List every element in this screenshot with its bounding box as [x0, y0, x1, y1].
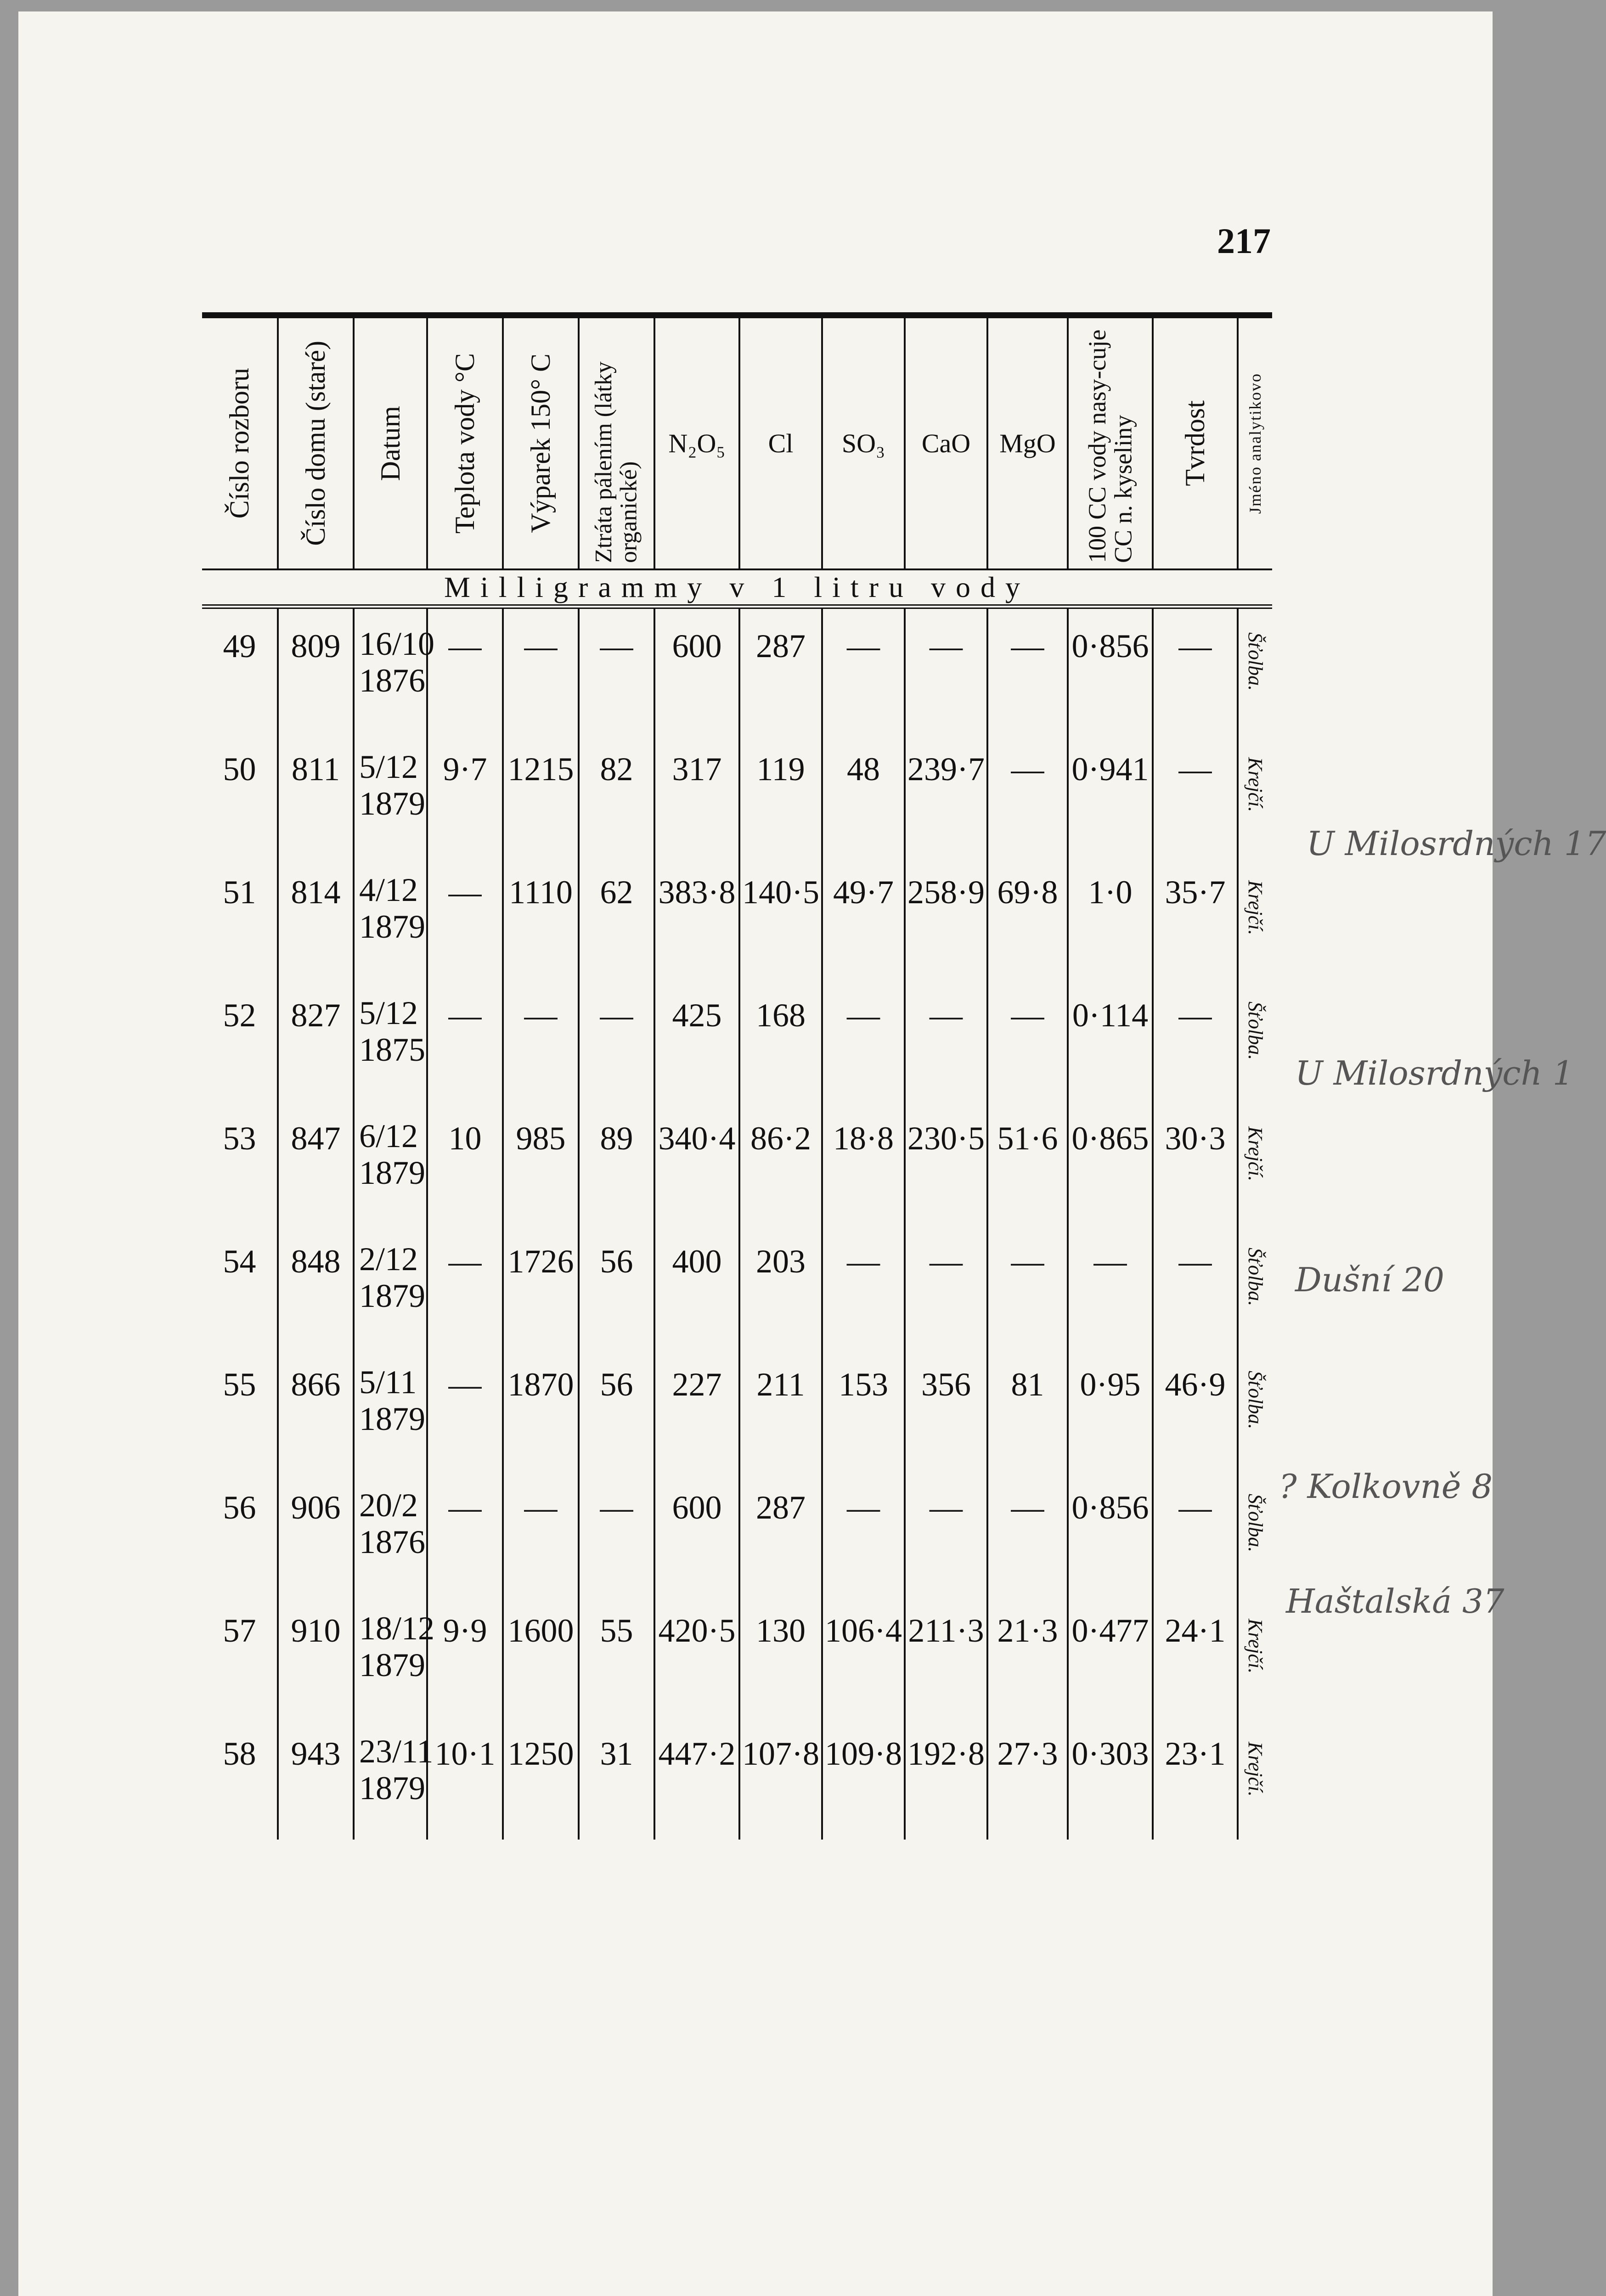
cell-analytik: [1238, 1593, 1272, 1716]
datum-fraction: 5/11: [359, 1364, 417, 1401]
margin-note: U Milosrdných 1: [1295, 1054, 1574, 1092]
cell-mgo: —: [987, 978, 1068, 1101]
datum-fraction: 4/12: [359, 872, 418, 908]
analyst-name: Krejčí.: [1244, 1126, 1267, 1182]
cell-mgo: 21·3: [987, 1593, 1068, 1716]
cell-ztrata: 62: [579, 855, 654, 978]
cell-teplota: 10·1: [427, 1716, 503, 1840]
analyst-name: Krejčí.: [1244, 1742, 1267, 1797]
col-teplota: Teplota vody °C: [427, 318, 503, 569]
datum-fraction: 5/12: [359, 748, 418, 785]
cell-row-number: 55: [223, 1366, 256, 1403]
cell-cl: 140·5: [739, 855, 822, 978]
cell-house-number: 827: [278, 978, 354, 1101]
cell-tvrdost: —: [1153, 1470, 1238, 1593]
datum-year: 1879: [359, 1770, 425, 1806]
page-number: 217: [1217, 221, 1271, 261]
cell-cl: 86·2: [739, 1101, 822, 1224]
cell-nasycuje: —: [1068, 1224, 1153, 1347]
cell-ztrata: 82: [579, 732, 654, 855]
cell-ztrata: —: [579, 1470, 654, 1593]
col-so3: SO₃: [822, 318, 905, 569]
cell-nasycuje: 0·941: [1068, 732, 1153, 855]
cell-house-number: 811: [278, 732, 354, 855]
cell-n2o5: 227: [654, 1347, 739, 1470]
cell-cao: —: [905, 1470, 987, 1593]
margin-note: ? Kolkovně 8: [1279, 1467, 1493, 1506]
col-vyparek: Výparek 150° C: [503, 318, 579, 569]
cell-ztrata: 55: [579, 1593, 654, 1716]
datum-fraction: 16/10: [359, 625, 435, 662]
cell-so3: 153: [822, 1347, 905, 1470]
cell-vyparek: 1870: [503, 1347, 579, 1470]
cell-vyparek: —: [503, 607, 579, 732]
cell-row-number: 54: [223, 1243, 256, 1280]
top-rule: [202, 312, 1272, 318]
table-row: [202, 978, 1272, 1101]
cell-row-number: 52: [223, 997, 256, 1034]
cell-cao: 239·7: [905, 732, 987, 855]
table-row: [202, 1101, 1272, 1224]
header-row: [202, 318, 1272, 569]
cell-vyparek: 1250: [503, 1716, 579, 1840]
table-row: [202, 732, 1272, 855]
cell-mgo: 69·8: [987, 855, 1068, 978]
cell-tvrdost: —: [1153, 732, 1238, 855]
cell-ztrata: 56: [579, 1224, 654, 1347]
cell-nasycuje: 0·865: [1068, 1101, 1153, 1224]
table-row: [202, 1470, 1272, 1593]
datum-year: 1876: [359, 1524, 425, 1560]
cell-n2o5: 447·2: [654, 1716, 739, 1840]
cell-vyparek: —: [503, 1470, 579, 1593]
cell-ztrata: 31: [579, 1716, 654, 1840]
cell-nasycuje: 0·856: [1068, 1470, 1153, 1593]
cell-analytik: [1238, 1224, 1272, 1347]
cell-row-number: 51: [223, 874, 256, 911]
cell-vyparek: 1215: [503, 732, 579, 855]
cell-row-number: 53: [223, 1120, 256, 1157]
cell-analytik: [1238, 607, 1272, 732]
datum-year: 1879: [359, 1647, 425, 1683]
cell-datum: [354, 1224, 427, 1347]
analyst-name: Šťolba.: [1244, 1371, 1267, 1429]
table-row: [202, 607, 1272, 732]
cell-so3: 109·8: [822, 1716, 905, 1840]
cell-so3: —: [822, 978, 905, 1101]
margin-note: Dušní 20: [1295, 1261, 1444, 1299]
col-cislo-rozboru: Číslo rozboru: [224, 368, 254, 519]
datum-fraction: 2/12: [359, 1241, 418, 1277]
cell-tvrdost: 46·9: [1153, 1347, 1238, 1470]
cell-vyparek: 1726: [503, 1224, 579, 1347]
col-analytik: Jméno analytikovo: [1238, 318, 1272, 569]
cell-cao: —: [905, 607, 987, 732]
analyst-name: Krejčí.: [1244, 880, 1267, 935]
cell-mgo: —: [987, 607, 1068, 732]
col-n2o5: N₂O₅: [654, 318, 739, 569]
cell-house-number: 848: [278, 1224, 354, 1347]
cell-row-number: 49: [223, 628, 256, 664]
datum-year: 1876: [359, 662, 425, 699]
datum-fraction: 6/12: [359, 1118, 418, 1154]
cell-row-number: 56: [223, 1489, 256, 1526]
cell-row-number: 58: [223, 1735, 256, 1772]
cell-cao: 192·8: [905, 1716, 987, 1840]
cell-teplota: —: [427, 607, 503, 732]
cell-house-number: 910: [278, 1593, 354, 1716]
cell-cl: 119: [739, 732, 822, 855]
cell-vyparek: 1600: [503, 1593, 579, 1716]
cell-ztrata: —: [579, 607, 654, 732]
col-nasycuje: 100 CC vody nasy-cuje CC n. kyseliny: [1068, 318, 1153, 569]
cell-mgo: 27·3: [987, 1716, 1068, 1840]
cell-analytik: [1238, 855, 1272, 978]
cell-teplota: 9·7: [427, 732, 503, 855]
cell-n2o5: 420·5: [654, 1593, 739, 1716]
cell-n2o5: 600: [654, 607, 739, 732]
analysis-table: [202, 312, 1272, 1840]
cell-cao: 258·9: [905, 855, 987, 978]
cell-teplota: —: [427, 1347, 503, 1470]
margin-note: Haštalská 37: [1286, 1582, 1505, 1621]
cell-cl: 287: [739, 607, 822, 732]
analyst-name: Šťolba.: [1244, 1494, 1267, 1553]
col-ztrata: Ztráta pálením (látky organické): [579, 318, 654, 569]
cell-ztrata: 89: [579, 1101, 654, 1224]
datum-fraction: 23/11: [359, 1733, 434, 1770]
unit-band-row: [202, 569, 1272, 607]
page-scan: [18, 11, 1606, 2296]
unit-band: Milligrammy v 1 litru vody: [202, 569, 1272, 607]
table-row: [202, 1593, 1272, 1716]
cell-tvrdost: —: [1153, 607, 1238, 732]
datum-year: 1879: [359, 1154, 425, 1191]
cell-so3: 106·4: [822, 1593, 905, 1716]
cell-cl: 203: [739, 1224, 822, 1347]
cell-house-number: 943: [278, 1716, 354, 1840]
cell-vyparek: 985: [503, 1101, 579, 1224]
cell-mgo: 51·6: [987, 1101, 1068, 1224]
cell-cl: 211: [739, 1347, 822, 1470]
cell-n2o5: 340·4: [654, 1101, 739, 1224]
cell-datum: [354, 1470, 427, 1593]
datum-year: 1879: [359, 785, 425, 822]
col-mgo: MgO: [987, 318, 1068, 569]
cell-house-number: 906: [278, 1470, 354, 1593]
cell-datum: [354, 978, 427, 1101]
cell-teplota: 10: [427, 1101, 503, 1224]
margin-note: U Milosrdných 17: [1307, 824, 1606, 863]
cell-mgo: —: [987, 732, 1068, 855]
cell-datum: [354, 1101, 427, 1224]
cell-cl: 107·8: [739, 1716, 822, 1840]
cell-analytik: [1238, 1716, 1272, 1840]
cell-nasycuje: 0·114: [1068, 978, 1153, 1101]
datum-year: 1879: [359, 908, 425, 945]
cell-cao: 211·3: [905, 1593, 987, 1716]
cell-cao: 356: [905, 1347, 987, 1470]
cell-so3: —: [822, 1224, 905, 1347]
cell-mgo: —: [987, 1224, 1068, 1347]
cell-analytik: [1238, 732, 1272, 855]
cell-nasycuje: 0·95: [1068, 1347, 1153, 1470]
cell-tvrdost: 35·7: [1153, 855, 1238, 978]
cell-tvrdost: 30·3: [1153, 1101, 1238, 1224]
cell-tvrdost: —: [1153, 978, 1238, 1101]
cell-so3: —: [822, 607, 905, 732]
cell-datum: [354, 855, 427, 978]
cell-nasycuje: 0·477: [1068, 1593, 1153, 1716]
cell-cl: 130: [739, 1593, 822, 1716]
datum-fraction: 20/2: [359, 1487, 418, 1524]
cell-analytik: [1238, 1101, 1272, 1224]
cell-so3: 48: [822, 732, 905, 855]
analyst-name: Krejčí.: [1244, 1619, 1267, 1674]
cell-n2o5: 317: [654, 732, 739, 855]
cell-ztrata: —: [579, 978, 654, 1101]
datum-year: 1875: [359, 1031, 425, 1068]
cell-nasycuje: 0·303: [1068, 1716, 1153, 1840]
col-cl: Cl: [739, 318, 822, 569]
cell-datum: [354, 1593, 435, 1716]
cell-so3: 49·7: [822, 855, 905, 978]
cell-n2o5: 383·8: [654, 855, 739, 978]
cell-cl: 168: [739, 978, 822, 1101]
cell-teplota: —: [427, 855, 503, 978]
col-datum: Datum: [354, 318, 427, 569]
datum-year: 1879: [359, 1277, 425, 1314]
cell-ztrata: 56: [579, 1347, 654, 1470]
cell-tvrdost: 23·1: [1153, 1716, 1238, 1840]
cell-cao: —: [905, 1224, 987, 1347]
cell-datum: [354, 1716, 434, 1840]
cell-mgo: —: [987, 1470, 1068, 1593]
cell-teplota: —: [427, 978, 503, 1101]
cell-datum: [354, 1347, 427, 1470]
col-tvrdost: Tvrdost: [1153, 318, 1238, 569]
cell-tvrdost: 24·1: [1153, 1593, 1238, 1716]
table-row: [202, 1716, 1272, 1840]
cell-mgo: 81: [987, 1347, 1068, 1470]
datum-year: 1879: [359, 1401, 425, 1437]
cell-datum: [354, 607, 435, 732]
cell-row-number: 50: [223, 751, 256, 788]
cell-analytik: [1238, 1470, 1272, 1593]
cell-analytik: [1238, 1347, 1272, 1470]
cell-house-number: 866: [278, 1347, 354, 1470]
analyst-name: Šťolba.: [1244, 1248, 1267, 1306]
cell-n2o5: 600: [654, 1470, 739, 1593]
cell-so3: —: [822, 1470, 905, 1593]
analyst-name: Šťolba.: [1244, 1002, 1267, 1060]
table-row: [202, 855, 1272, 978]
cell-tvrdost: —: [1153, 1224, 1238, 1347]
cell-vyparek: 1110: [503, 855, 579, 978]
cell-teplota: —: [427, 1470, 503, 1593]
table-row: [202, 1347, 1272, 1470]
cell-house-number: 847: [278, 1101, 354, 1224]
cell-nasycuje: 1·0: [1068, 855, 1153, 978]
cell-cl: 287: [739, 1470, 822, 1593]
table-row: [202, 1224, 1272, 1347]
cell-cao: 230·5: [905, 1101, 987, 1224]
col-cislo-domu: Číslo domu (staré): [278, 318, 354, 569]
cell-datum: [354, 732, 427, 855]
cell-teplota: 9·9: [427, 1593, 503, 1716]
cell-n2o5: 400: [654, 1224, 739, 1347]
cell-teplota: —: [427, 1224, 503, 1347]
col-cao: CaO: [905, 318, 987, 569]
datum-fraction: 18/12: [359, 1610, 435, 1647]
cell-n2o5: 425: [654, 978, 739, 1101]
cell-row-number: 57: [223, 1612, 256, 1649]
cell-vyparek: —: [503, 978, 579, 1101]
cell-analytik: [1238, 978, 1272, 1101]
cell-cao: —: [905, 978, 987, 1101]
cell-so3: 18·8: [822, 1101, 905, 1224]
analyst-name: Krejčí.: [1244, 757, 1267, 812]
cell-nasycuje: 0·856: [1068, 607, 1153, 732]
cell-house-number: 814: [278, 855, 354, 978]
analyst-name: Šťolba.: [1244, 632, 1267, 691]
datum-fraction: 5/12: [359, 995, 418, 1031]
cell-house-number: 809: [278, 607, 354, 732]
